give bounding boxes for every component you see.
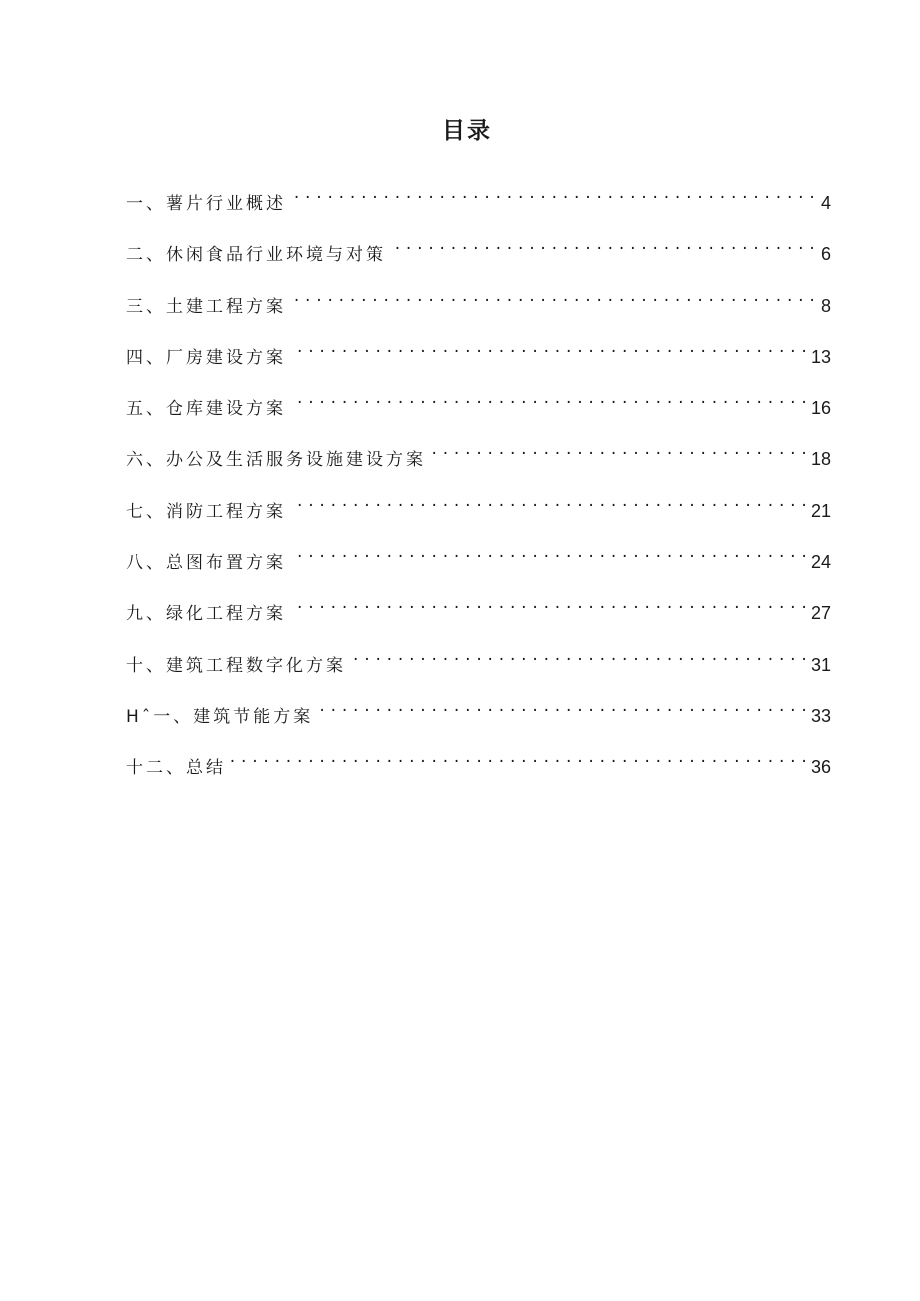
toc-entry-page: 16 [810,398,831,419]
toc-entry-label: 四、厂房建设方案 [126,347,286,368]
toc-entry-page: 31 [810,654,831,675]
toc-entry[interactable] [126,639,831,690]
toc-dot-leader [230,741,807,773]
toc-entry-page: 36 [810,757,831,778]
toc-entry-label: 一、薯片行业概述 [126,194,286,214]
toc-entry-label: 八、总图布置方案 [126,553,286,574]
toc-entry[interactable] [126,741,831,792]
toc-dot-leader [290,280,815,312]
toc-entry-page: 33 [810,705,831,726]
toc-entry[interactable] [126,331,831,382]
toc-entry-label: 六、办公及生活服务设施建设方案 [126,450,426,471]
toc-dot-leader [290,331,807,363]
toc-entry[interactable] [126,280,831,331]
toc-entry-page: 21 [810,500,831,521]
toc-entry-page: 18 [810,449,831,470]
toc-entry-page: 27 [810,603,831,624]
toc-dot-leader [290,177,815,209]
toc-entry-page: 13 [810,346,831,367]
toc-entry-label: Hˆ一、建筑节能方案 [126,706,314,727]
toc-entry[interactable] [126,485,831,536]
toc-dot-leader [290,382,807,414]
toc-entry-label: 五、仓库建设方案 [126,399,286,420]
toc-title: 目录 [442,118,492,144]
toc-dot-leader [317,690,807,722]
toc-entry[interactable] [126,536,831,587]
toc-entry[interactable] [126,382,831,433]
toc-entry-label: 九、绿化工程方案 [126,604,286,625]
toc-entry-label: 三、土建工程方案 [126,296,286,317]
toc-entry-label: 十、建筑工程数字化方案 [126,655,346,676]
toc-entry[interactable] [126,228,831,279]
toc-dot-leader [290,587,807,619]
toc-entry[interactable] [126,587,831,638]
toc-entry-page: 6 [820,244,831,265]
toc-dot-leader [430,433,807,465]
toc-entry-page: 4 [820,193,831,213]
toc-entry-page: 24 [810,552,831,573]
toc-entry-page: 8 [820,295,831,316]
toc-entry[interactable] [126,690,831,741]
toc-entry[interactable] [126,433,831,484]
table-of-contents [126,177,831,793]
toc-entry-label: 二、休闲食品行业环境与对策 [126,245,386,266]
toc-dot-leader [290,536,807,568]
toc-dot-leader [350,639,807,671]
toc-dot-leader [290,485,807,517]
toc-entry[interactable] [126,177,831,228]
toc-entry-label: 七、消防工程方案 [126,501,286,522]
toc-dot-leader [390,228,815,260]
toc-entry-label: 十二、总结 [126,758,226,779]
